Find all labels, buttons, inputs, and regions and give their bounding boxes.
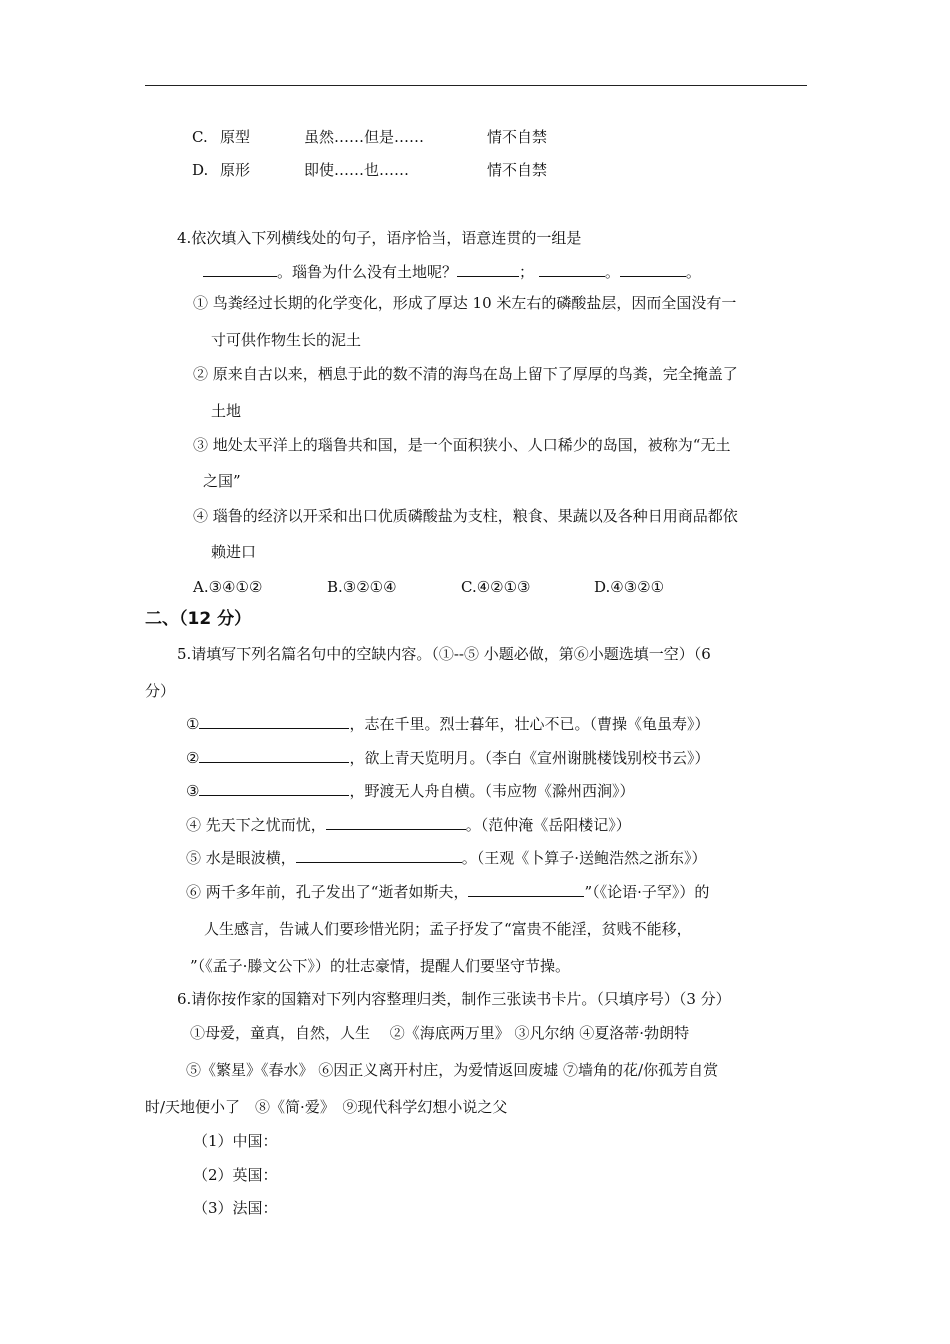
q6-items-line-2: ⑤《繁星》《春水》 ⑥因正义离开村庄，为爱情返回废墟 ⑦墙角的花/你孤芳自赏 xyxy=(186,1061,719,1079)
option-d-word: 原形 xyxy=(220,161,251,179)
option-d-label: D. xyxy=(192,161,209,179)
q5-blank-1[interactable] xyxy=(199,714,349,729)
option-c-label: C. xyxy=(192,128,208,146)
q4-sentence-1a: ① 鸟粪经过长期的化学变化，形成了厚达 10 米左右的磷酸盐层，因而全国没有一 xyxy=(193,294,737,312)
q5-blank-4[interactable] xyxy=(326,815,466,830)
q5-line-6 xyxy=(186,882,709,902)
option-d-idiom: 情不自禁 xyxy=(487,161,548,179)
q5-line-3-num: ③ xyxy=(186,782,200,800)
q4-fill-line xyxy=(203,262,701,282)
q4-blank-1[interactable] xyxy=(203,262,277,277)
q5-line-1 xyxy=(186,714,709,734)
q4-stem: 4.依次填入下列横线处的句子，语序恰当，语意连贯的一组是 xyxy=(177,229,582,247)
q5-line-6-post: ”（《论语·子罕》）的 xyxy=(584,883,710,901)
q5-stem-cont: 分） xyxy=(145,682,176,700)
q5-line-2 xyxy=(186,748,709,768)
q5-line-6b: 人生感言，告诫人们要珍惜光阴；孟子抒发了“富贵不能淫，贫贱不能移， xyxy=(204,920,692,938)
q4-option-c: C.④②①③ xyxy=(461,578,531,596)
q4-sentence-2a: ② 原来自古以来，栖息于此的数不清的海鸟在岛上留下了厚厚的鸟粪，完全掩盖了 xyxy=(193,365,738,383)
q5-blank-2[interactable] xyxy=(199,748,349,763)
q4-sentence-3a: ③ 地处太平洋上的瑙鲁共和国，是一个面积狭小、人口稀少的岛国，被称为“无土 xyxy=(193,436,731,454)
q6-items-line-1: ①母爱，童真，自然，人生 ②《海底两万里》 ③凡尔纳 ④夏洛蒂·勃朗特 xyxy=(190,1024,690,1042)
option-d-conj: 即使……也…… xyxy=(304,161,410,179)
option-c-conj: 虽然……但是…… xyxy=(304,128,425,146)
q4-sentence-4b: 赖进口 xyxy=(211,543,257,561)
q5-blank-6[interactable] xyxy=(468,882,584,897)
q4-fill-text-2: ； xyxy=(519,263,535,281)
q5-line-1-num: ① xyxy=(186,715,200,733)
q5-line-3 xyxy=(186,781,634,801)
q5-line-6-pre: ⑥ 两千多年前，孔子发出了“逝者如斯夫， xyxy=(186,883,469,901)
option-c-word: 原型 xyxy=(220,128,251,146)
q6-answer-britain: （2）英国： xyxy=(193,1166,278,1184)
q4-blank-2[interactable] xyxy=(457,262,519,277)
q5-line-2-num: ② xyxy=(186,749,200,767)
q4-fill-text-3: 。 xyxy=(604,263,620,281)
q5-line-2-text: ，欲上青天览明月。（李白《宣州谢朓楼饯别校书云》） xyxy=(349,749,710,767)
q4-blank-3[interactable] xyxy=(539,262,605,277)
q5-blank-3[interactable] xyxy=(199,781,349,796)
q4-option-a: A.③④①② xyxy=(193,578,263,596)
q6-answer-china: （1）中国： xyxy=(193,1132,278,1150)
section-2-title: 二、（12 分） xyxy=(145,609,252,629)
q4-option-d: D.④③②① xyxy=(594,578,665,596)
q6-stem: 6.请你按作家的国籍对下列内容整理归类，制作三张读书卡片。（只填序号）（3 分） xyxy=(177,990,731,1008)
q5-line-5-pre: ⑤ 水是眼波横， xyxy=(186,849,296,867)
q5-line-4-post: 。（范仲淹《岳阳楼记》） xyxy=(465,816,631,834)
q4-sentence-3b: 之国” xyxy=(203,472,241,490)
q5-blank-5[interactable] xyxy=(296,848,462,863)
q5-line-1-text: ，志在千里。烈士暮年，壮心不已。（曹操《龟虽寿》） xyxy=(349,715,710,733)
q4-sentence-2b: 土地 xyxy=(211,402,242,420)
q5-line-5-post: 。（王观《卜算子·送鲍浩然之浙东》） xyxy=(461,849,707,867)
q5-line-5 xyxy=(186,848,707,868)
header-rule xyxy=(145,85,807,86)
q5-stem: 5.请填写下列名篇名句中的空缺内容。（①--⑤ 小题必做，第⑥小题选填一空）（6 xyxy=(177,645,711,663)
q4-fill-text-1: 。瑙鲁为什么没有土地呢？ xyxy=(277,263,458,281)
q4-sentence-1b: 寸可供作物生长的泥土 xyxy=(211,331,362,349)
option-c-idiom: 情不自禁 xyxy=(487,128,548,146)
q5-line-3-text: ，野渡无人舟自横。（韦应物《滁州西涧》） xyxy=(349,782,635,800)
q4-option-b: B.③②①④ xyxy=(327,578,397,596)
q6-answer-france: （3）法国： xyxy=(193,1199,278,1217)
q4-fill-text-4: 。 xyxy=(685,263,701,281)
q4-sentence-4a: ④ 瑙鲁的经济以开采和出口优质磷酸盐为支柱，粮食、果蔬以及各种日用商品都依 xyxy=(193,507,738,525)
q4-blank-4[interactable] xyxy=(620,262,686,277)
q5-line-4-pre: ④ 先天下之忧而忧， xyxy=(186,816,326,834)
q6-items-line-3: 时/天地便小了 ⑧《简·爱》 ⑨现代科学幻想小说之父 xyxy=(145,1098,508,1116)
q5-line-6c: ”（《孟子·滕文公下》）的壮志豪情，提醒人们要坚守节操。 xyxy=(190,957,570,975)
q5-line-4 xyxy=(186,815,631,835)
